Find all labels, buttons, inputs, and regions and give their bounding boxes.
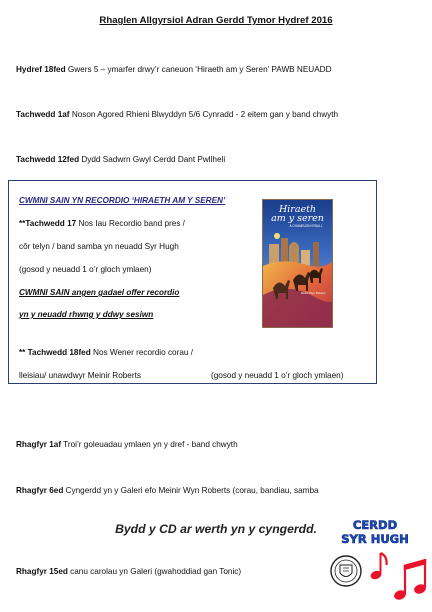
- album-cover-image: [262, 199, 333, 328]
- cd-sale-announcement: Bydd y CD ar werth yn y cyngerdd.: [115, 522, 317, 536]
- schedule-entry-hydref-18: [16, 65, 331, 74]
- entry-date: Tachwedd 1af: [16, 110, 70, 119]
- album-artist: Meinir Wyn Roberts: [301, 291, 326, 295]
- schedule-entry-tachwedd-12: [16, 155, 225, 164]
- session-date: **Tachwedd 17: [19, 219, 77, 228]
- album-title-line-1: Hiraeth: [278, 204, 317, 215]
- session-text: Nos Wener recordio corau /: [90, 348, 193, 357]
- recording-heading: CWMNI SAIN YN RECORDIO ‘HIRAETH AM Y SEREN’: [19, 196, 226, 205]
- equipment-note-1: CWMNI SAIN angen gadael offer recordio: [19, 288, 180, 297]
- setup-note: (gosod y neuadd 1 o’r gloch ymlaen): [211, 371, 344, 380]
- schedule-entry-rhagfyr-6: [16, 486, 319, 495]
- entry-date: Rhagfyr 1af: [16, 440, 62, 449]
- entry-date: Hydref 18fed: [16, 65, 66, 74]
- recording-setup-note: (gosod y neuadd 1 o’r gloch ymlaen): [19, 265, 152, 274]
- club-logo-text: [334, 518, 416, 546]
- recording-session-1: [19, 219, 185, 228]
- entry-text: Troi’r goleuadau ymlaen yn y dref - band chwyth: [61, 440, 238, 449]
- recording-session-2: [19, 348, 193, 357]
- club-logo-line-2: SYR HUGH: [341, 532, 409, 546]
- recording-session-2-cont: [19, 371, 344, 380]
- album-title-line-2: am y seren: [271, 213, 324, 224]
- recording-info-box: [8, 180, 377, 384]
- schedule-entry-rhagfyr-15: [16, 567, 241, 576]
- recording-session-1-cont: côr telyn / band samba yn neuadd Syr Hugh: [19, 242, 179, 251]
- equipment-note-2: yn y neuadd rhwng y ddwy sesiwn: [19, 310, 154, 319]
- schedule-entry-rhagfyr-1: [16, 440, 238, 449]
- entry-date: Rhagfyr 6ed: [16, 486, 64, 495]
- entry-text: Cyngerdd yn y Galeri efo Meinir Wyn Roberts (corau, bandiau, samba: [63, 486, 319, 495]
- entry-text: Gwers 5 – ymarfer drwy’r caneuon ‘Hiraeth am y Seren’ PAWB NEUADD: [65, 65, 332, 74]
- entry-date: Rhagfyr 15ed: [16, 567, 68, 576]
- school-crest-icon: [330, 553, 362, 589]
- session-text: Nos Iau Recordio band pres /: [76, 219, 185, 228]
- entry-text: canu carolau yn Galeri (gwahoddiad gan Tonic): [67, 567, 242, 576]
- entry-text: Dydd Sadwrn Gwyl Cerdd Dant Pwllheli: [79, 155, 226, 164]
- album-title: [263, 205, 332, 223]
- music-notes-icon: [368, 545, 430, 603]
- session-text: lleisiau/ unawdwyr Meinir Roberts: [19, 371, 141, 380]
- schedule-entry-tachwedd-1: [16, 110, 338, 119]
- club-logo-line-1: CERDD: [352, 518, 398, 532]
- entry-date: Tachwedd 12fed: [16, 155, 80, 164]
- album-subtitle: A CHANEUON ERAILL: [289, 224, 323, 228]
- session-date: ** Tachwedd 18fed: [19, 348, 91, 357]
- entry-text: Noson Agored Rhieni Blwyddyn 5/6 Cynradd - 2 eitem gan y band chwyth: [69, 110, 339, 119]
- page-title: Rhaglen Allgyrsiol Adran Gerdd Tymor Hydref 2016: [99, 15, 333, 26]
